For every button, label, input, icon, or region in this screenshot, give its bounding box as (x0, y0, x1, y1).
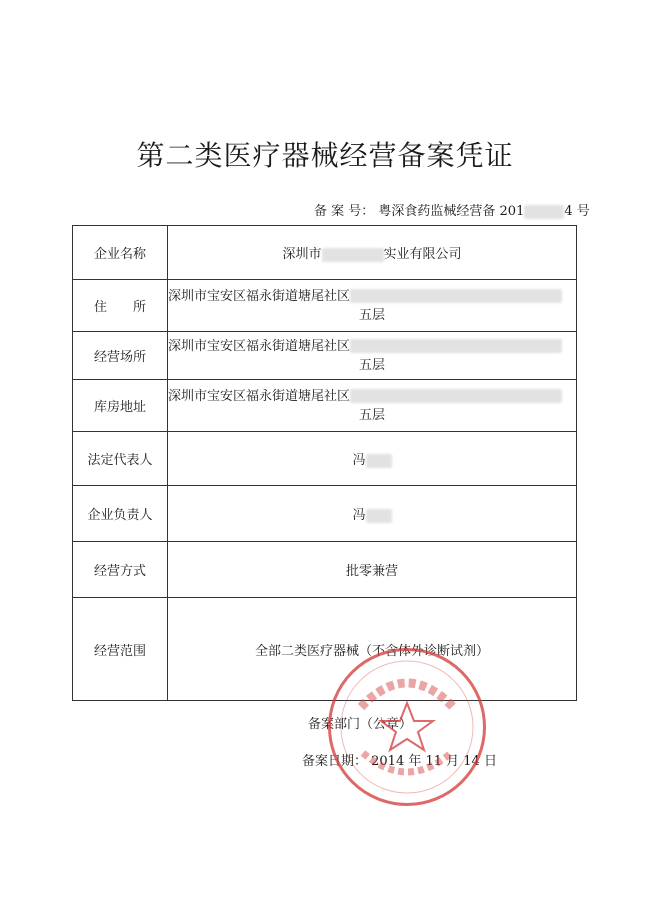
row-value (168, 226, 577, 280)
row-label: 经营方式 (73, 542, 168, 598)
row-label: 企业负责人 (73, 486, 168, 542)
table-row-business-scope (73, 598, 577, 701)
row-label: 经营范围 (73, 598, 168, 701)
address-line2: 五层 (358, 357, 385, 373)
row-label: 住 所 (73, 280, 168, 332)
address-line2: 五层 (358, 307, 385, 323)
table-row-person-in-charge (73, 486, 577, 542)
filing-number-prefix: 备 案 号： 粤深食药监械经营备 201 (314, 204, 525, 219)
company-name-suffix: 实业有限公司 (383, 247, 462, 262)
filing-number-suffix: 4 号 (564, 204, 590, 219)
row-value (168, 332, 577, 380)
filing-number (314, 200, 590, 219)
row-label: 库房地址 (73, 380, 168, 432)
redacted-block (366, 509, 392, 523)
address-line2: 五层 (358, 407, 385, 423)
redacted-block (350, 289, 562, 303)
table-row-business-mode (73, 542, 577, 598)
table-row-residence (73, 280, 577, 332)
row-value: 全部二类医疗器械（不含体外诊断试剂） (168, 598, 577, 701)
row-label: 经营场所 (73, 332, 168, 380)
address-line1: 深圳市宝安区福永街道塘尾社区 (168, 338, 351, 354)
address-line1: 深圳市宝安区福永街道塘尾社区 (168, 388, 351, 404)
row-value (168, 432, 577, 486)
certificate-table (72, 225, 577, 701)
table-row-warehouse-address (73, 380, 577, 432)
row-value: 批零兼营 (168, 542, 577, 598)
document-title: 第二类医疗器械经营备案凭证 (136, 139, 514, 172)
redacted-block (524, 205, 564, 219)
person-surname: 冯 (352, 508, 366, 523)
row-value (168, 380, 577, 432)
row-value (168, 280, 577, 332)
address-line1: 深圳市宝安区福永街道塘尾社区 (168, 288, 351, 304)
table-row-business-premises (73, 332, 577, 380)
redacted-block (366, 454, 392, 468)
filing-department: 备案部门（公章） (308, 717, 413, 732)
redacted-block (350, 339, 562, 353)
table-row-company-name (73, 226, 577, 280)
company-name-prefix: 深圳市 (282, 247, 322, 262)
row-value (168, 486, 577, 542)
redacted-block (350, 389, 562, 403)
row-label: 法定代表人 (73, 432, 168, 486)
redacted-block (322, 248, 384, 262)
filing-date: 备案日期： 2014 年 11 月 14 日 (302, 754, 497, 769)
table-row-legal-representative (73, 432, 577, 486)
row-label: 企业名称 (73, 226, 168, 280)
person-surname: 冯 (352, 453, 366, 468)
